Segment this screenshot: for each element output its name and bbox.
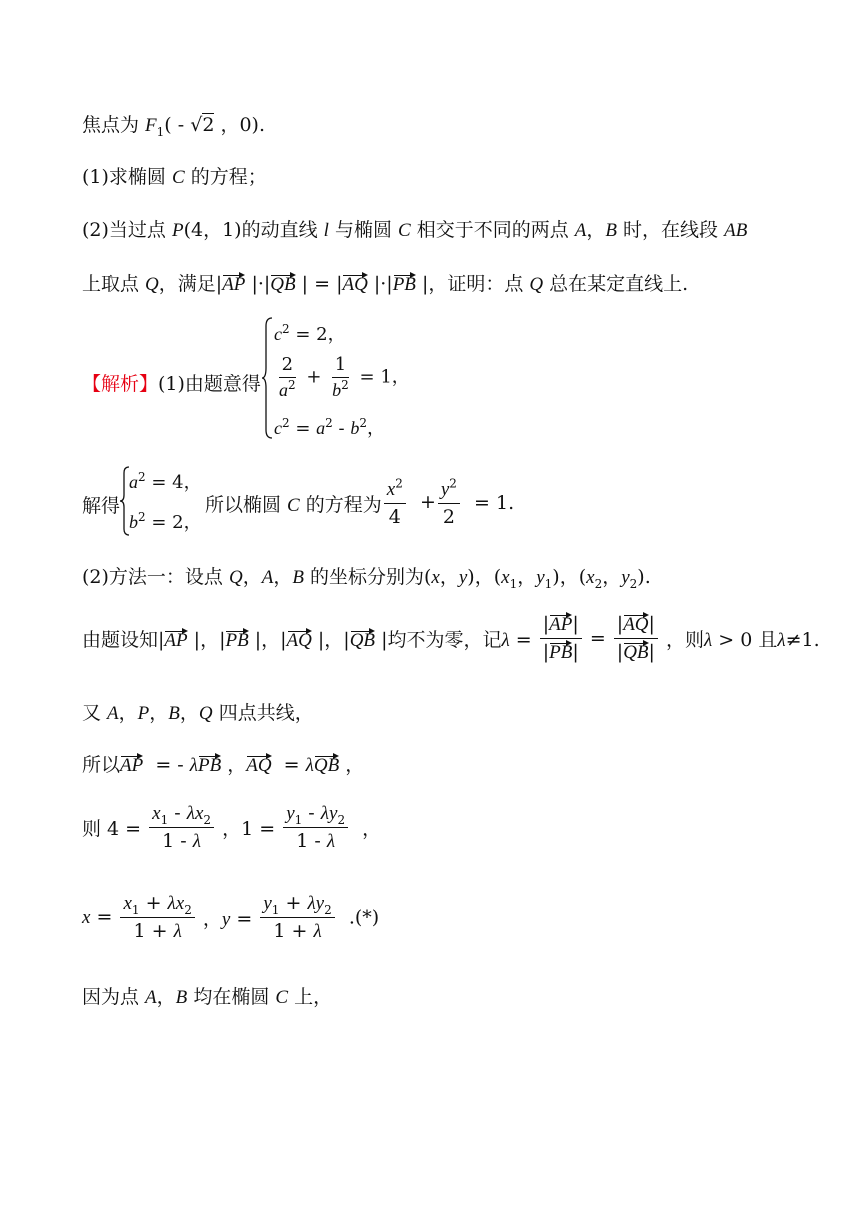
coordinate-relation-p: 则 4 = $\frac{x_1 - \lambda x_2}{1 - \lambda}$ ，1 = $\frac{y_1 - \lambda y_2}{1 - \lambda}$ ，: [82, 802, 382, 852]
system-1-row-3: $c^2 = a^2 - b^2$，: [274, 416, 385, 439]
points-on-ellipse: 因为点 A，B 均在椭圆 C 上，: [82, 986, 333, 1008]
coordinate-relation-q: x = $\frac{x_1 + \lambda x_2}{1 + \lambda}$ ，y = $\frac{y_1 + \lambda y_2}{1 + \lambda}$ .(*): [82, 892, 380, 942]
collinear-statement: 又 A，P，B，Q 四点共线，: [82, 702, 314, 724]
solution-result: 解得: [82, 495, 121, 517]
system-2-row-2: $b^2 = 2$，: [129, 510, 202, 533]
brace-system-1: [262, 316, 274, 440]
system-1-row-2: $\frac{2}{a^2}$ + $\frac{1}{b^2}$ = 1，: [279, 354, 410, 400]
system-2-row-1: $a^2 = 4$，: [129, 470, 202, 493]
question-2-line-1: (2)当过点 P(4，1)的动直线 l 与椭圆 C 相交于不同的两点 A，B 时，在线段 AB: [82, 219, 748, 241]
solution-part-1: [82, 369, 261, 396]
lambda-definition: 由题设知|AP |，|PB |，|AQ |，|QB |均不为零，记λ = $\frac{|AP|}{|PB|}$ = $\frac{|AQ|}{|QB|}$ ，则λ > 0 且λ≠1.: [82, 613, 820, 663]
vector-relations: 所以AP = - λPB ，AQ = λQB ，: [82, 754, 365, 776]
solution-label: 【解析】: [82, 373, 159, 395]
system-1-row-1: $c^2 = 2$，: [274, 322, 346, 345]
question-2-line-2: 上取点 Q，满足|AP |·|QB | = |AQ |·|PB |，证明：点 Q 总在某定直线上.: [82, 273, 689, 295]
line-focus: 焦点为 $F_1( - √2$ ，0).: [82, 114, 266, 139]
solution-part-1-text: (1)由题意得: [158, 373, 261, 395]
ellipse-equation: 所以椭圆 C 的方程为 $\frac{x^2}{4}$ + $\frac{y^2}{2}$ = 1.: [205, 476, 515, 528]
method-one-setup: (2)方法一：设点 Q，A，B 的坐标分别为(x，y)，($x_1$，$y_1$)，($x_2$，$y_2$).: [82, 566, 651, 591]
question-1: (1)求椭圆 C 的方程；: [82, 166, 267, 188]
